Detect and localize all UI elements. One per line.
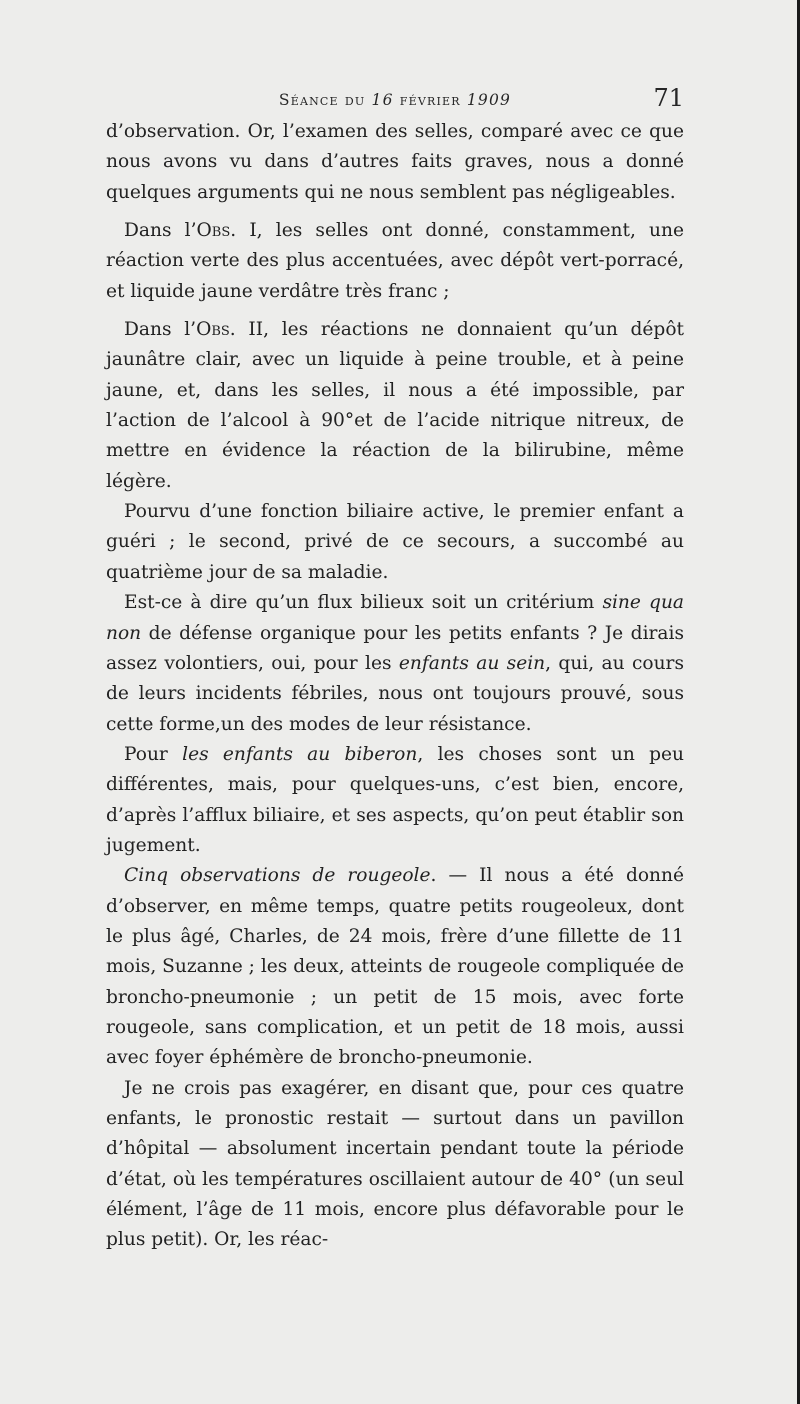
text-run: Est-ce à dire qu’un flux bilieux soit un critérium (124, 592, 603, 614)
text-run: . — Il nous a été donné d’observer, en même temps, quatre petits rougeoleux, dont le plus âgé, Charles, de 24 mois, frère d’une fillette de 11 mois, Suzanne ; les deux, atteints de rougeole compliquée de broncho-pneumonie ; un petit de 15 mois, avec forte rougeole, sans complication, et un petit de 18 mois, aussi avec foyer éphémère de broncho-pneumonie. (106, 865, 684, 1069)
text-run: Dans l’ (124, 319, 197, 341)
obs-abbrev: Obs (196, 220, 231, 242)
text-run: Pour (124, 743, 183, 765)
paragraph-1: d’observation. Or, l’examen des selles, comparé avec ce que nous avons vu dans d’autres faits graves, nous a donné quelques arguments qui ne nous semblent pas négligeables. (106, 121, 684, 203)
text-run: , qui, au cours de leurs incidents fébriles, nous ont toujours prouvé, sous cette forme,un des modes de leur résistance. (106, 652, 684, 735)
italic-run: enfants au sein (398, 652, 546, 674)
running-title (106, 91, 684, 109)
paragraph-2 (106, 216, 684, 307)
body-text (106, 117, 684, 1256)
paragraph-6 (106, 740, 684, 861)
text-run: . II, les réactions ne donnaient qu’un dépôt jaunâtre clair, avec un liquide à peine trouble, et à peine jaune, et, dans les selles, il nous a été impossible, par l’action de l’alcool à 90°et de l’acide nitrique nitreux, de mettre en évidence la réaction de la bilirubine, même légère. (106, 319, 684, 492)
running-title-part: février (393, 91, 467, 109)
paragraph-5 (106, 588, 684, 740)
section-heading: Cinq observations de rougeole (124, 865, 431, 887)
obs-abbrev: Obs (196, 319, 230, 341)
text-run: de défense organique pour les petits enfants ? Je dirais assez volontiers, oui, pour les (106, 622, 684, 674)
running-title-day: 16 (371, 91, 394, 109)
text-run: , les choses sont un peu différentes, mais, pour quelques-uns, c’est bien, encore, d’après l’afflux biliaire, et ses aspects, qu’on peut établir son jugement. (106, 743, 684, 856)
paragraph-4: Pourvu d’une fonction biliaire active, le premier enfant a guéri ; le second, privé de ce secours, a succombé au quatrième jour de sa maladie. (106, 501, 684, 583)
paragraph-8: Je ne crois pas exagérer, en disant que, pour ces quatre enfants, le pronostic restait — surtout dans un pavillon d’hôpital — absolument incertain pendant toute la période d’état, où les températures oscillaient autour de 40° (un seul élément, l’âge de 11 mois, encore plus défavorable pour le plus petit). Or, les réac- (106, 1077, 684, 1251)
running-title-part: Séance du (278, 91, 372, 109)
paragraph-3 (106, 315, 684, 497)
running-title-year: 1909 (466, 91, 512, 109)
text-run: . I, les selles ont donné, constamment, une réaction verte des plus accentuées, avec dépôt vert-porracé, et liquide jaune verdâtre très franc ; (106, 220, 684, 302)
page-number: 71 (653, 84, 684, 112)
text-run: Dans l’ (124, 220, 197, 242)
paragraph-7 (106, 861, 684, 1073)
running-header (106, 84, 684, 112)
italic-run: les enfants au biberon (182, 743, 418, 765)
italic-run: sine qua non (106, 592, 685, 644)
